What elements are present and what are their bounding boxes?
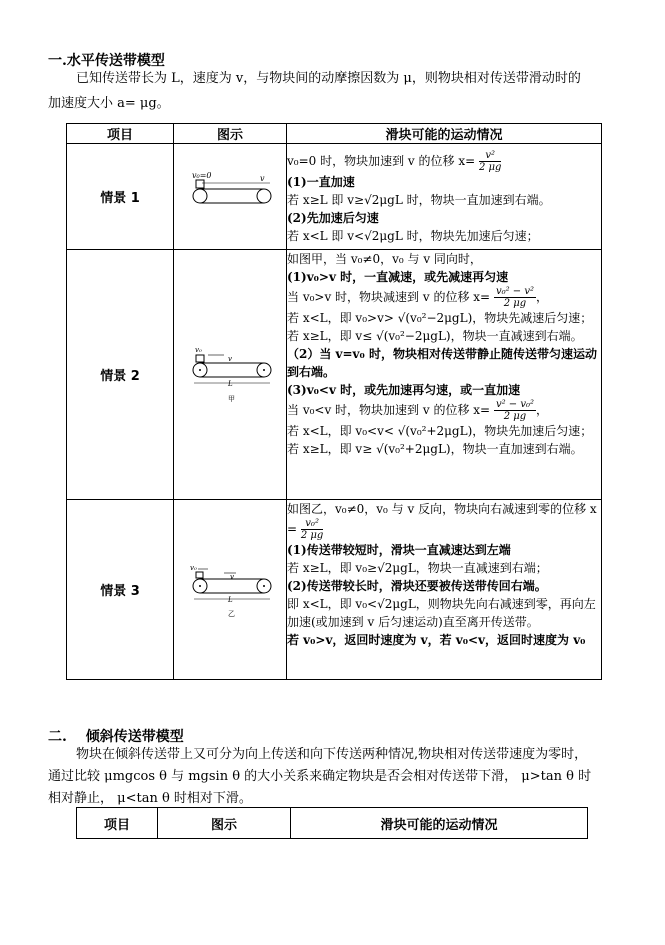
header-item: 项目 xyxy=(67,124,174,144)
scenario-label: 情景 3 xyxy=(67,500,174,680)
svg-text:v: v xyxy=(230,572,234,581)
section1-intro-line2: 加速度大小 a= μg。 xyxy=(48,96,170,111)
line-text: 当 v₀<v 时，物块加速到 v 的位移 x= xyxy=(287,403,491,417)
diagram-cell xyxy=(174,500,287,680)
svg-text:L: L xyxy=(228,595,233,604)
line-text: 到右端。 xyxy=(287,365,336,379)
v0-label: v₀=0 xyxy=(192,171,212,180)
line-text: 当 v₀>v 时，物块减速到 v 的位移 x= xyxy=(287,290,491,304)
svg-text:乙: 乙 xyxy=(228,609,235,618)
header-motion: 滑块可能的运动情况 xyxy=(287,124,602,144)
section1-heading: 一.水平传送带模型 xyxy=(48,53,165,69)
svg-text:v₀: v₀ xyxy=(195,345,202,354)
line-text: 若 x<L，即 v₀>v> √(v₀²−2μgL)，物块先减速后匀速； xyxy=(287,311,593,325)
line-text: (3)v₀<v 时，或先加速再匀速，或一直加速 xyxy=(287,383,521,397)
v-label: v xyxy=(260,173,265,183)
motion-cell: 如图甲，当 v₀≠0，v₀ 与 v 同向时， (1)v₀>v 时，一直减速，或先减速再匀速 当 v₀>v 时，物块减速到 v 的位移 x= $\frac{\text{v₀² − v²}}{2 \mu g}$， 若 x<L，即 v₀>v> √(v₀²−2μgL)，物块先减速后匀速； 若 x≥L，即 v≤ √(v₀²−2μgL)，物块一直减速到右端。 （2）当 v=v₀ 时，物块相对传送带静止随传送带匀速运动 到右端。 (3)v₀<v 时，或先加速再匀速，或一直加速 当 v₀<v 时，物块加速到 v 的位移 x= $\frac{\text{v² − v₀²}}{2 \mu g}$， 若 x<L，即 v₀<v< √(v₀²+2μgL)，物块先加速后匀速； 若 x≥L，即 v≥ √(v₀²+2μgL)，物块一直加速到右端。 xyxy=(287,250,602,500)
fraction: $\frac{\text{v₀² − v²}}{2 \mu g}$ xyxy=(495,286,534,309)
table-header-row xyxy=(77,808,588,839)
motion-cell xyxy=(287,500,602,680)
line-text: = xyxy=(287,522,298,536)
conveyor-diagram-2 xyxy=(180,345,280,405)
line-text: 若 v₀>v，返回时速度为 v，若 v₀<v，返回时速度为 v₀ xyxy=(287,633,586,647)
scenario-label: 情景 2 xyxy=(67,250,174,500)
table-row xyxy=(67,250,602,500)
line-text: (1)传送带较短时，滑块一直减速达到左端 xyxy=(287,543,511,557)
svg-text:L: L xyxy=(228,379,233,388)
line-text: 若 x<L 即 v<√2μgL 时，物块先加速后匀速； xyxy=(287,229,539,243)
motion-cell xyxy=(287,144,602,250)
line-text: 如图乙，v₀≠0，v₀ 与 v 反向，物块向右减速到零的位移 x xyxy=(287,502,597,516)
diagram-cell xyxy=(174,144,287,250)
conveyor-diagram-3 xyxy=(180,560,280,620)
line-text: 若 x<L，即 v₀<v< √(v₀²+2μgL)，物块先加速后匀速； xyxy=(287,424,593,438)
svg-text:v: v xyxy=(228,354,232,363)
svg-text:v₀: v₀ xyxy=(190,563,197,572)
line-text: (2)传送带较长时，滑块还要被传送带传回右端。 xyxy=(287,579,547,593)
line-text: 若 x≥L，即 v≤ √(v₀²−2μgL)，物块一直减速到右端。 xyxy=(287,329,583,343)
diagram-cell xyxy=(174,250,287,500)
section2-heading-text: 倾斜传送带模型 xyxy=(85,729,184,745)
header-diagram: 图示 xyxy=(158,808,291,839)
header-motion: 滑块可能的运动情况 xyxy=(291,808,588,839)
header-diagram: 图示 xyxy=(174,124,287,144)
line-text: 即 x<L，即 v₀<√2μgL，则物块先向右减速到零，再向左 xyxy=(287,597,596,611)
line-text: v₀=0 时，物块加速到 v 的位移 x= xyxy=(287,154,476,168)
section2-line3: 相对静止， μ<tan θ 时相对下滑。 xyxy=(48,791,252,806)
header-item: 项目 xyxy=(77,808,158,839)
section1-intro-line1: 已知传送带长为 L，速度为 v，与物块间的动摩擦因数为 μ，则物块相对传送带滑动时的 xyxy=(76,71,581,86)
line-text: 若 x≥L，即 v₀≥√2μgL，物块一直减速到右端； xyxy=(287,561,548,575)
line-text: 如图甲，当 v₀≠0，v₀ 与 v 同向时， xyxy=(287,252,482,266)
block-shape xyxy=(196,180,204,188)
line-text: (2)先加速后匀速 xyxy=(287,211,379,225)
line-text: (1)v₀>v 时，一直减速，或先减速再匀速 xyxy=(287,270,509,284)
inclined-belt-table xyxy=(76,807,588,839)
fraction: $\frac{\text{v²}}{2 \mu g}$ xyxy=(478,150,502,173)
table-row xyxy=(67,500,602,680)
fraction: $\frac{\text{v² − v₀²}}{2 \mu g}$ xyxy=(495,399,534,422)
line-text: 若 x≥L，即 v≥ √(v₀²+2μgL)，物块一直加速到右端。 xyxy=(287,442,583,456)
table-header-row xyxy=(67,124,602,144)
fraction: $\frac{\text{v₀²}}{2 \mu g}$ xyxy=(300,518,324,541)
svg-text:甲: 甲 xyxy=(228,394,235,403)
table-row xyxy=(67,144,602,250)
section2-heading-num: 二. xyxy=(48,729,67,745)
conveyor-diagram-1 xyxy=(180,172,280,222)
line-text: 若 x≥L 即 v≥√2μgL 时，物块一直加速到右端。 xyxy=(287,193,551,207)
horizontal-belt-table xyxy=(66,123,602,680)
line-text: （2）当 v=v₀ 时，物块相对传送带静止随传送带匀速运动 xyxy=(287,347,597,361)
line-text: 加速(或加速到 v 后匀速运动)直至离开传送带。 xyxy=(287,615,539,629)
section2-line2: 通过比较 μmgcos θ 与 mgsin θ 的大小关系来确定物块是否会相对传送带下滑， μ>tan θ 时 xyxy=(48,769,592,784)
line-text: (1)一直加速 xyxy=(287,175,355,189)
section2-heading xyxy=(48,726,184,746)
scenario-label: 情景 1 xyxy=(67,144,174,250)
section2-line1: 物块在倾斜传送带上又可分为向上传送和向下传送两种情况,物块相对传送带速度为零时， xyxy=(76,747,588,762)
